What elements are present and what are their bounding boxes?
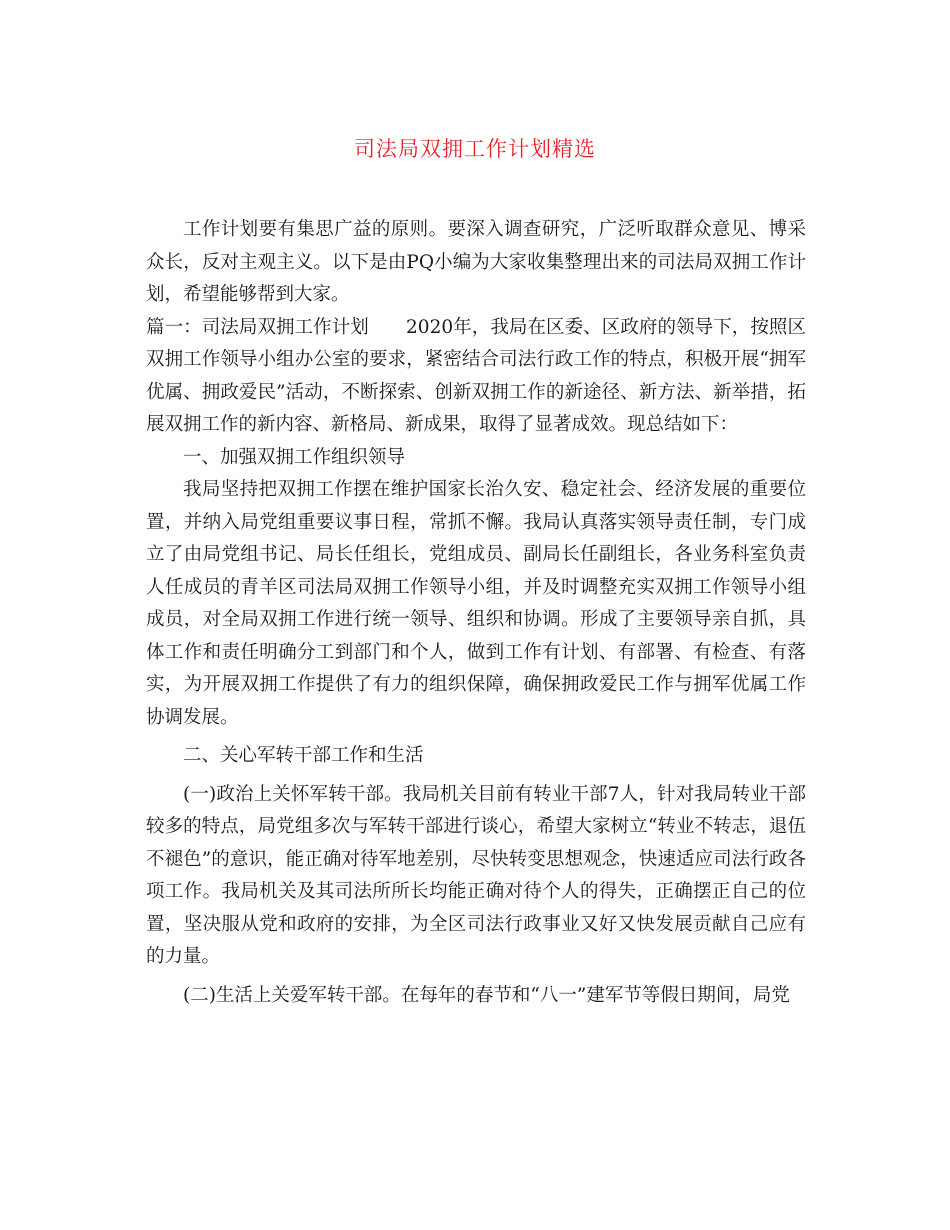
heading-care: 二、关心军转干部工作和生活 [183,745,424,766]
political-care-paragraph: (一)政治上关怀军转干部。我局机关目前有转业干部7人，针对我局转业干部较多的特点，局党组多次与军转干部进行谈心，希望大家树立“转业不转志，退伍不褪色”的意识，能正确对待军地差别，尽快转变思想观念，快速适应司法行政各项工作。我局机关及其司法所所长均能正确对待个人的得失，正确摆正自己的位置，坚决服从党和政府的安排，为全区司法行政事业又好又快发展贡献自己应有的力量。 [146,783,806,967]
organization-paragraph: 我局坚持把双拥工作摆在维护国家长治久安、稳定社会、经济发展的重要位置，并纳入局党组重要议事日程，常抓不懈。我局认真落实领导责任制，专门成立了由局党组书记、局长任组长，党组成员、副局长任副组长，各业务科室负责人任成员的青羊区司法局双拥工作领导小组，并及时调整充实双拥工作领导小组成员，对全局双拥工作进行统一领导、组织和协调。形成了主要领导亲自抓，具体工作和责任明确分工到部门和个人，做到工作有计划、有部署、有检查、有落实，为开展双拥工作提供了有力的组织保障，确保拥政爱民工作与拥军优属工作协调发展。 [146,479,806,728]
intro-paragraph: 工作计划要有集思广益的原则。要深入调查研究，广泛听取群众意见、博采众长，反对主观主义。以下是由PQ小编为大家收集整理出来的司法局双拥工作计划，希望能够帮到大家。 [146,219,806,305]
life-care-paragraph: (二)生活上关爱军转干部。在每年的春节和“八一”建军节等假日期间，局党 [183,984,790,1006]
document-title: 司法局双拥工作计划精选 [354,137,596,161]
heading-organization: 一、加强双拥工作组织领导 [183,446,406,468]
document-body [146,214,806,1012]
section-one-paragraph: 篇一：司法局双拥工作计划 2020年，我局在区委、区政府的领导下，按照区双拥工作领导小组办公室的要求，紧密结合司法行政工作的特点，积极开展“拥军优属、拥政爱民”活动，不断探索、创新双拥工作的新途径、新方法、新举措，拓展双拥工作的新内容、新格局、新成果，取得了显著成效。现总结如下： [146,316,806,435]
